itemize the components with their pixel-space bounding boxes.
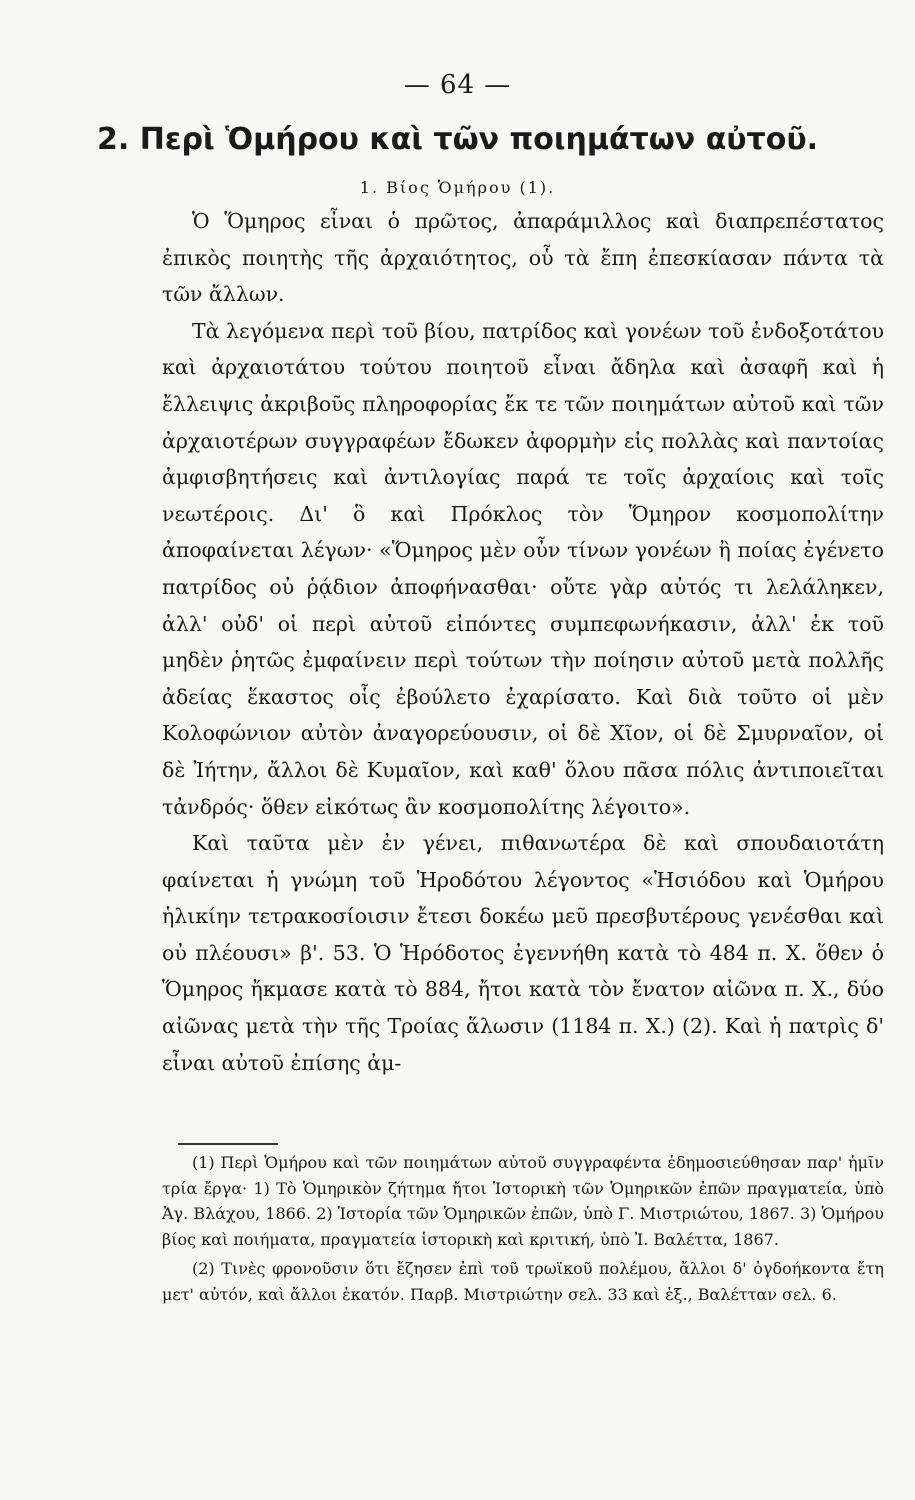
paragraph-3: Καὶ ταῦτα μὲν ἐν γένει, πιθανωτέρα δὲ καὶ σπουδαιοτάτη φαίνεται ἡ γνώμη τοῦ Ἡροδότου λέγοντος «Ἡσιόδου καὶ Ὁμήρου ἡλικίην τετρακοσίοισιν ἔτεσι δοκέω μεῦ πρεσβυτέρους γενέσθαι καὶ οὐ πλέουσι» β'. 53. Ὁ Ἡρόδοτος ἐγεννήθη κατὰ τὸ 484 π. Χ. ὅθεν ὁ Ὅμηρος ἤκμασε κατὰ τὸ 884, ἤτοι κατὰ τὸν ἔνατον αἰῶνα π. Χ., δύο αἰῶνας μετὰ τὴν τῆς Τροίας ἅλωσιν (1184 π. Χ.) (2). Καὶ ἡ πατρὶς δ' εἶναι αὐτοῦ ἐπίσης ἀμ- [162,831,884,1075]
section-title: 2. Περὶ Ὁμήρου καὶ τῶν ποιημάτων αὐτοῦ. [97,122,818,157]
paragraph-1: Ὁ Ὅμηρος εἶναι ὁ πρῶτος, ἀπαράμιλλος καὶ διαπρεπέστατος ἐπικὸς ποιητὴς τῆς ἀρχαιότητος, οὗ τὰ ἔπη ἐπεσκίασαν πάντα τὰ τῶν ἄλλων. [162,209,884,307]
footnote-2: (2) Τινὲς φρονοῦσιν ὅτι ἔζησεν ἐπὶ τοῦ τρωϊκοῦ πολέμου, ἄλλοι δ' ὀγδοήκοντα ἔτη μετ' αὐτόν, καὶ ἄλλοι ἑκατόν. Παρβ. Μιστριώτην σελ. 33 καὶ ἑξ., Βαλέτταν σελ. 6. [162,1259,884,1304]
subheading: 1. Βίος Ὁμήρου (1). [359,178,556,197]
footnotes [162,1150,884,1311]
page-number: — 64 — [403,70,512,100]
paragraph-2: Τὰ λεγόμενα περὶ τοῦ βίου, πατρίδος καὶ γονέων τοῦ ἐνδοξοτάτου καὶ ἀρχαιοτάτου τούτου ποιητοῦ εἶναι ἄδηλα καὶ ἀσαφῆ καὶ ἡ ἔλλειψις ἀκριβοῦς πληροφορίας ἔκ τε τῶν ποιημάτων αὐτοῦ καὶ τῶν ἀρχαιοτέρων συγγραφέων ἔδωκεν ἀφορμὴν εἰς πολλὰς καὶ παντοίας ἀμφισβητήσεις καὶ ἀντιλογίας παρά τε τοῖς ἀρχαίοις καὶ τοῖς νεωτέροις. Δι' ὃ καὶ Πρόκλος τὸν Ὅμηρον κοσμοπολίτην ἀποφαίνεται λέγων· «Ὅμηρος μὲν οὖν τίνων γονέων ἢ ποίας ἐγένετο πατρίδος οὐ ῥᾴδιον ἀποφήνασθαι· οὔτε γὰρ αὐτός τι λελάληκεν, ἀλλ' οὐδ' οἱ περὶ αὐτοῦ εἰπόντες συμπεφωνήκασιν, ἀλλ' ἐκ τοῦ μηδὲν ῥητῶς ἐμφαίνειν περὶ τούτων τὴν ποίησιν αὐτοῦ μετὰ πολλῆς ἀδείας ἕκαστος οἷς ἐβούλετο ἐχαρίσατο. Καὶ διὰ τοῦτο οἱ μὲν Κολοφώνιον αὐτὸν ἀναγορεύουσιν, οἱ δὲ Χῖον, οἱ δὲ Σμυρναῖον, οἱ δὲ Ἰήτην, ἄλλοι δὲ Κυμαῖον, καὶ καθ' ὅλου πᾶσα πόλις ἀντιποιεῖται τἀνδρός· ὅθεν εἰκότως ἂν κοσμοπολίτης λέγοιτο». [162,318,884,819]
footnote-1: (1) Περὶ Ὁμήρου καὶ τῶν ποιημάτων αὐτοῦ συγγραφέντα ἐδημοσιεύθησαν παρ' ἡμῖν τρία ἔργα· 1) Τὸ Ὁμηρικὸν ζήτημα ἤτοι Ἱστορικὴ τῶν Ὁμηρικῶν ἐπῶν πραγματεία, ὑπὸ Ἀγ. Βλάχου, 1866. 2) Ἱστορία τῶν Ὁμηρικῶν ἐπῶν, ὑπὸ Γ. Μιστριώτου, 1867. 3) Ὁμήρου βίος καὶ ποιήματα, πραγματεία ἱστορικὴ καὶ κριτική, ὑπὸ Ἰ. Βαλέττα, 1867. [162,1153,884,1249]
body-text [162,203,884,1081]
footnote-rule [178,1143,278,1145]
